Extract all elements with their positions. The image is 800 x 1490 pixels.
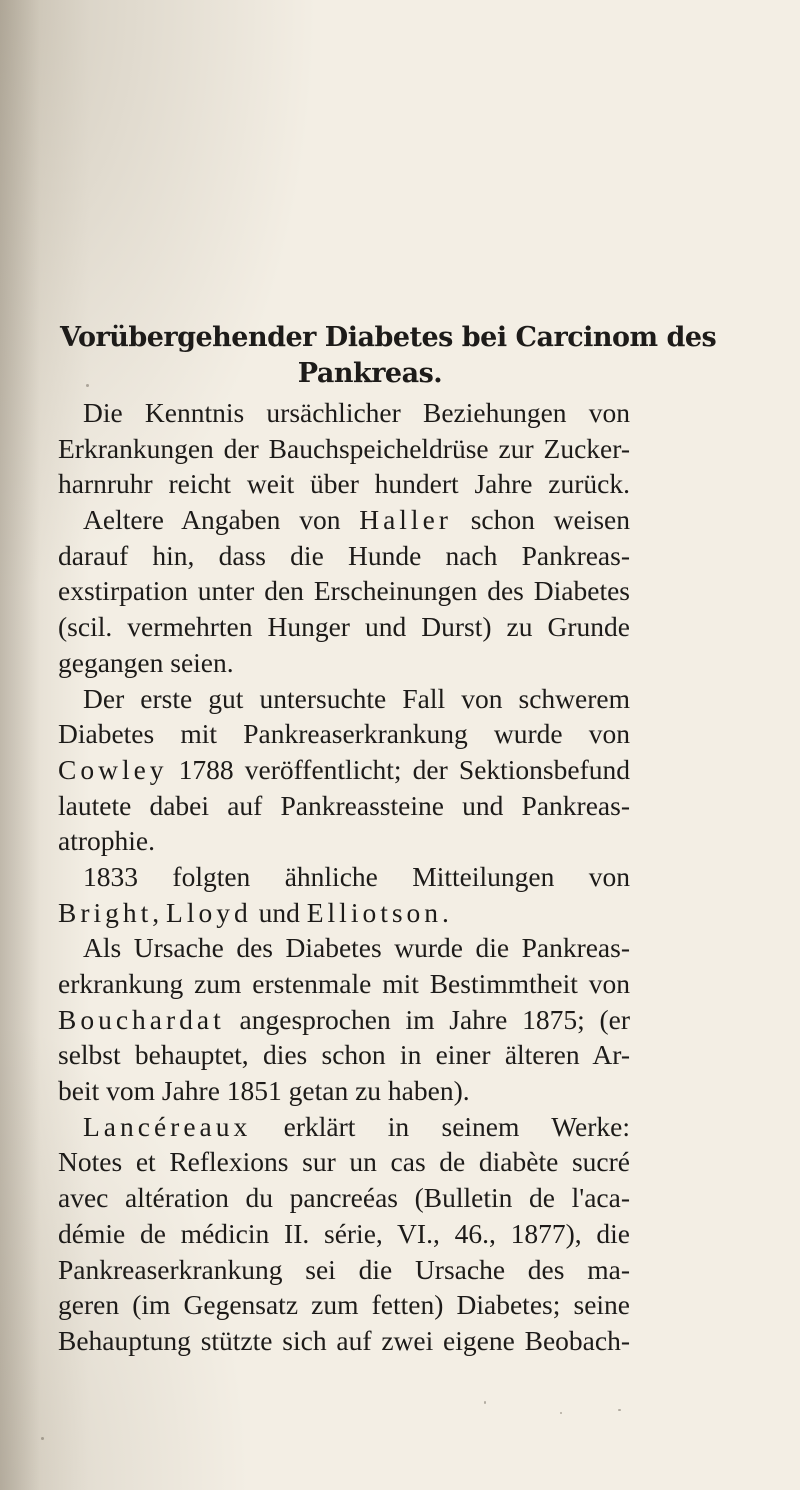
person-name: Bright <box>58 896 153 928</box>
person-name: Elliotson <box>306 896 443 928</box>
text-line: 1833 folgten ähnliche Mitteilungen von <box>83 860 630 892</box>
text-line: harnruhr reicht weit über hundert Jahre zurück. <box>58 468 630 500</box>
text-line: avec altération du pancreéas (Bulletin de l'aca- <box>58 1182 630 1214</box>
person-name: Bouchardat <box>58 1003 225 1035</box>
text-line: atrophie. <box>58 825 155 857</box>
page-edge-shadow <box>0 0 40 1490</box>
text-line: Notes et Reflexions sur un cas de diabète sucré <box>58 1146 630 1178</box>
text-line: exstirpation unter den Erscheinungen des Diabetes <box>58 575 630 607</box>
person-name: Lancéreaux <box>83 1110 252 1142</box>
text-line: (scil. vermehrten Hunger und Durst) zu Grunde <box>58 611 630 643</box>
text-line: Der erste gut untersuchte Fall von schwerem <box>83 682 630 714</box>
text-line: Diabetes mit Pankreaserkrankung wurde von <box>58 718 630 750</box>
text-line: geren (im Gegensatz zum fetten) Diabetes; seine <box>58 1289 630 1321</box>
text-line: Lancéreaux erklärt in seinem Werke: <box>83 1110 630 1142</box>
text-line: Bright, Lloyd und Elliotson. <box>58 896 449 928</box>
text-line: erkrankung zum erstenmale mit Bestimmtheit von <box>58 968 630 999</box>
title-line: Pankreas. <box>297 357 443 389</box>
person-name: Lloyd <box>166 896 252 928</box>
print-speck <box>618 1409 621 1411</box>
text-line: Behauptung stützte sich auf zwei eigene Beobach- <box>58 1324 630 1356</box>
text-line: Aeltere Angaben von Haller schon weisen <box>83 504 630 536</box>
text-line: Pankreaserkrankung sei die Ursache des ma- <box>58 1253 630 1285</box>
text-line: beit vom Jahre 1851 getan zu haben). <box>58 1075 470 1107</box>
text-line: darauf hin, dass die Hunde nach Pankreas- <box>58 539 630 571</box>
text-line: gegangen seien. <box>58 646 234 678</box>
print-speck <box>86 384 89 387</box>
text-line: Als Ursache des Diabetes wurde die Pankreas- <box>83 932 630 964</box>
page-title <box>60 318 717 389</box>
text-line: lautete dabei auf Pankreassteine und Pankreas- <box>58 789 630 821</box>
person-name: Haller <box>359 504 452 536</box>
text-line: Bouchardat angesprochen im Jahre 1875; (er <box>58 1003 630 1035</box>
text-line: Cowley 1788 veröffentlicht; der Sektionsbefund <box>58 753 630 785</box>
text-line: Die Kenntnis ursächlicher Beziehungen von <box>83 397 630 428</box>
text-line: Erkrankungen der Bauchspeicheldrüse zur Zucker- <box>58 432 630 464</box>
body-text <box>58 395 630 1359</box>
text-line: démie de médicin II. série, VI., 46., 1877), die <box>58 1217 630 1249</box>
print-speck <box>484 1401 486 1404</box>
title-line: Vorübergehender Diabetes bei Carcinom des <box>60 322 717 353</box>
print-speck <box>41 1437 44 1440</box>
person-name: Cowley <box>58 753 168 785</box>
print-speck <box>560 1412 562 1414</box>
text-line: selbst behauptet, dies schon in einer älteren Ar- <box>58 1039 630 1071</box>
